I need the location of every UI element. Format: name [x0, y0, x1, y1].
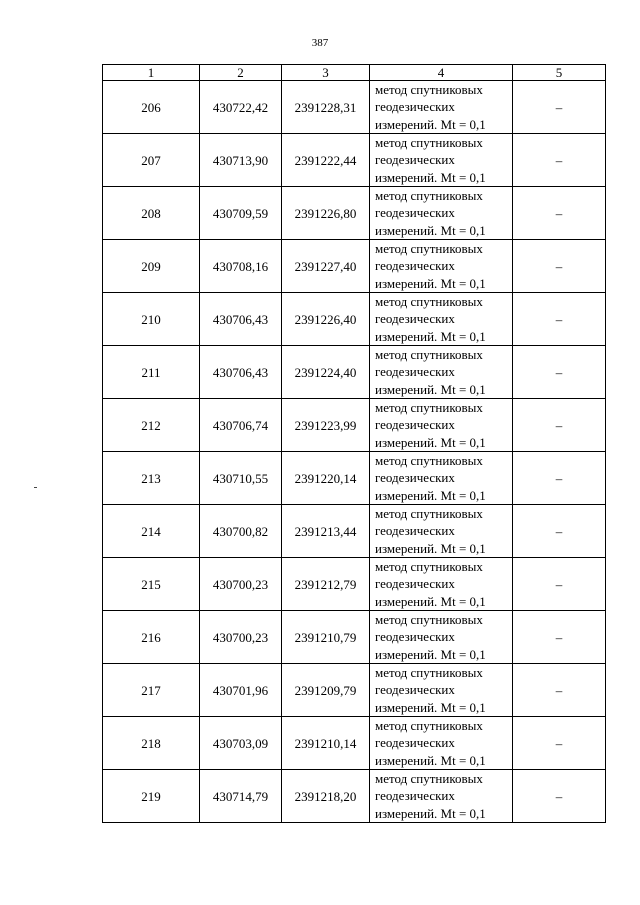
method-line-1: метод спутниковых	[375, 400, 483, 416]
y-coordinate-cell: 2391220,14	[282, 452, 370, 505]
y-coordinate-cell: 2391209,79	[282, 664, 370, 717]
method-line-3: измерений. Mt = 0,1	[375, 752, 486, 768]
method-line-3: измерений. Mt = 0,1	[375, 487, 486, 503]
note-cell: –	[513, 505, 606, 558]
header-cell-4: 4	[370, 65, 513, 81]
method-cell	[370, 293, 513, 346]
method-line-3: измерений. Mt = 0,1	[375, 381, 486, 397]
x-coordinate-cell: 430713,90	[200, 134, 282, 187]
point-number-cell: 219	[103, 770, 200, 823]
x-coordinate-cell: 430700,23	[200, 558, 282, 611]
point-number-cell: 206	[103, 81, 200, 134]
method-cell	[370, 452, 513, 505]
y-coordinate-cell: 2391212,79	[282, 558, 370, 611]
y-coordinate-cell: 2391226,40	[282, 293, 370, 346]
method-line-2: геодезических	[375, 682, 455, 698]
note-cell: –	[513, 611, 606, 664]
method-line-3: измерений. Mt = 0,1	[375, 116, 486, 132]
point-number-cell: 213	[103, 452, 200, 505]
x-coordinate-cell: 430706,43	[200, 293, 282, 346]
header-cell-2: 2	[200, 65, 282, 81]
x-coordinate-cell: 430706,43	[200, 346, 282, 399]
method-cell	[370, 134, 513, 187]
method-line-1: метод спутниковых	[375, 718, 483, 734]
coordinates-table	[102, 64, 606, 823]
method-cell	[370, 611, 513, 664]
method-line-2: геодезических	[375, 311, 455, 327]
x-coordinate-cell: 430710,55	[200, 452, 282, 505]
method-cell	[370, 240, 513, 293]
point-number-cell: 216	[103, 611, 200, 664]
method-line-1: метод спутниковых	[375, 559, 483, 575]
method-line-1: метод спутниковых	[375, 453, 483, 469]
y-coordinate-cell: 2391210,14	[282, 717, 370, 770]
method-line-2: геодезических	[375, 523, 455, 539]
note-cell: –	[513, 346, 606, 399]
method-line-2: геодезических	[375, 788, 455, 804]
method-line-3: измерений. Mt = 0,1	[375, 646, 486, 662]
method-line-3: измерений. Mt = 0,1	[375, 434, 486, 450]
table-row	[103, 611, 606, 664]
method-line-2: геодезических	[375, 735, 455, 751]
header-cell-5: 5	[513, 65, 606, 81]
method-line-3: измерений. Mt = 0,1	[375, 593, 486, 609]
note-cell: –	[513, 399, 606, 452]
method-line-1: метод спутниковых	[375, 188, 483, 204]
method-line-1: метод спутниковых	[375, 771, 483, 787]
method-line-1: метод спутниковых	[375, 294, 483, 310]
point-number-cell: 218	[103, 717, 200, 770]
header-cell-1: 1	[103, 65, 200, 81]
table-row	[103, 558, 606, 611]
x-coordinate-cell: 430708,16	[200, 240, 282, 293]
method-line-1: метод спутниковых	[375, 241, 483, 257]
table-row	[103, 187, 606, 240]
method-line-3: измерений. Mt = 0,1	[375, 275, 486, 291]
note-cell: –	[513, 558, 606, 611]
method-line-1: метод спутниковых	[375, 665, 483, 681]
method-line-3: измерений. Mt = 0,1	[375, 222, 486, 238]
point-number-cell: 214	[103, 505, 200, 558]
method-line-3: измерений. Mt = 0,1	[375, 699, 486, 715]
y-coordinate-cell: 2391210,79	[282, 611, 370, 664]
point-number-cell: 209	[103, 240, 200, 293]
method-line-3: измерений. Mt = 0,1	[375, 540, 486, 556]
table-row	[103, 346, 606, 399]
method-line-1: метод спутниковых	[375, 506, 483, 522]
point-number-cell: 207	[103, 134, 200, 187]
header-cell-3: 3	[282, 65, 370, 81]
method-line-1: метод спутниковых	[375, 135, 483, 151]
table-row	[103, 293, 606, 346]
method-line-3: измерений. Mt = 0,1	[375, 328, 486, 344]
y-coordinate-cell: 2391218,20	[282, 770, 370, 823]
method-line-2: геодезических	[375, 576, 455, 592]
method-cell	[370, 81, 513, 134]
x-coordinate-cell: 430722,42	[200, 81, 282, 134]
method-cell	[370, 399, 513, 452]
table-row	[103, 717, 606, 770]
method-line-2: геодезических	[375, 629, 455, 645]
point-number-cell: 212	[103, 399, 200, 452]
method-line-2: геодезических	[375, 417, 455, 433]
header-row	[103, 65, 606, 81]
method-cell	[370, 346, 513, 399]
method-line-1: метод спутниковых	[375, 82, 483, 98]
method-cell	[370, 505, 513, 558]
note-cell: –	[513, 134, 606, 187]
note-cell: –	[513, 770, 606, 823]
note-cell: –	[513, 81, 606, 134]
x-coordinate-cell: 430703,09	[200, 717, 282, 770]
note-cell: –	[513, 664, 606, 717]
point-number-cell: 215	[103, 558, 200, 611]
y-coordinate-cell: 2391223,99	[282, 399, 370, 452]
method-cell	[370, 770, 513, 823]
note-cell: –	[513, 293, 606, 346]
y-coordinate-cell: 2391224,40	[282, 346, 370, 399]
method-line-2: геодезических	[375, 152, 455, 168]
table-row	[103, 664, 606, 717]
table-row	[103, 770, 606, 823]
x-coordinate-cell: 430709,59	[200, 187, 282, 240]
table-row	[103, 240, 606, 293]
x-coordinate-cell: 430701,96	[200, 664, 282, 717]
y-coordinate-cell: 2391213,44	[282, 505, 370, 558]
method-line-2: геодезических	[375, 258, 455, 274]
method-line-3: измерений. Mt = 0,1	[375, 169, 486, 185]
page-number: 387	[311, 37, 329, 49]
table-row	[103, 452, 606, 505]
y-coordinate-cell: 2391228,31	[282, 81, 370, 134]
method-line-1: метод спутниковых	[375, 347, 483, 363]
method-cell	[370, 187, 513, 240]
point-number-cell: 208	[103, 187, 200, 240]
method-line-2: геодезических	[375, 364, 455, 380]
point-number-cell: 211	[103, 346, 200, 399]
note-cell: –	[513, 717, 606, 770]
method-cell	[370, 664, 513, 717]
method-cell	[370, 558, 513, 611]
y-coordinate-cell: 2391226,80	[282, 187, 370, 240]
note-cell: –	[513, 452, 606, 505]
note-cell: –	[513, 240, 606, 293]
x-coordinate-cell: 430706,74	[200, 399, 282, 452]
method-cell	[370, 717, 513, 770]
point-number-cell: 210	[103, 293, 200, 346]
x-coordinate-cell: 430700,82	[200, 505, 282, 558]
table-row	[103, 81, 606, 134]
point-number-cell: 217	[103, 664, 200, 717]
table-row	[103, 505, 606, 558]
scan-speck	[34, 487, 37, 488]
x-coordinate-cell: 430700,23	[200, 611, 282, 664]
note-cell: –	[513, 187, 606, 240]
x-coordinate-cell: 430714,79	[200, 770, 282, 823]
method-line-2: геодезических	[375, 205, 455, 221]
method-line-2: геодезических	[375, 470, 455, 486]
method-line-2: геодезических	[375, 99, 455, 115]
method-line-1: метод спутниковых	[375, 612, 483, 628]
y-coordinate-cell: 2391222,44	[282, 134, 370, 187]
table-row	[103, 399, 606, 452]
table-row	[103, 134, 606, 187]
method-line-3: измерений. Mt = 0,1	[375, 805, 486, 821]
y-coordinate-cell: 2391227,40	[282, 240, 370, 293]
